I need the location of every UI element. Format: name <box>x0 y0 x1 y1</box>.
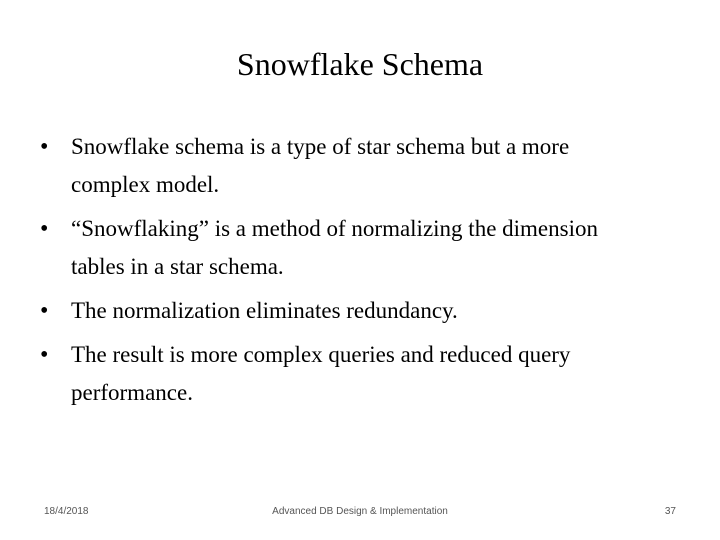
bullet-item <box>40 210 640 286</box>
bullet-text: The normalization eliminates redundancy. <box>71 298 458 323</box>
bullet-text: Snowflake schema is a type of star schema but a more complex model. <box>71 134 570 197</box>
bullet-item <box>40 292 640 330</box>
footer-date: 18/4/2018 <box>44 506 89 517</box>
bullet-icon: • <box>40 216 49 242</box>
bullet-text: The result is more complex queries and reduced query performance. <box>71 342 571 405</box>
footer-title: Advanced DB Design & Implementation <box>272 506 448 517</box>
bullet-item <box>40 336 640 412</box>
slide-title: Snowflake Schema <box>236 46 484 82</box>
bullet-icon: • <box>40 134 49 160</box>
bullet-icon: • <box>40 298 49 324</box>
bullet-text: “Snowflaking” is a method of normalizing the dimension tables in a star schema. <box>71 216 598 279</box>
bullet-item <box>40 128 640 204</box>
page-number: 37 <box>664 506 676 517</box>
bullet-icon: • <box>40 342 49 368</box>
bullet-list <box>40 128 640 418</box>
